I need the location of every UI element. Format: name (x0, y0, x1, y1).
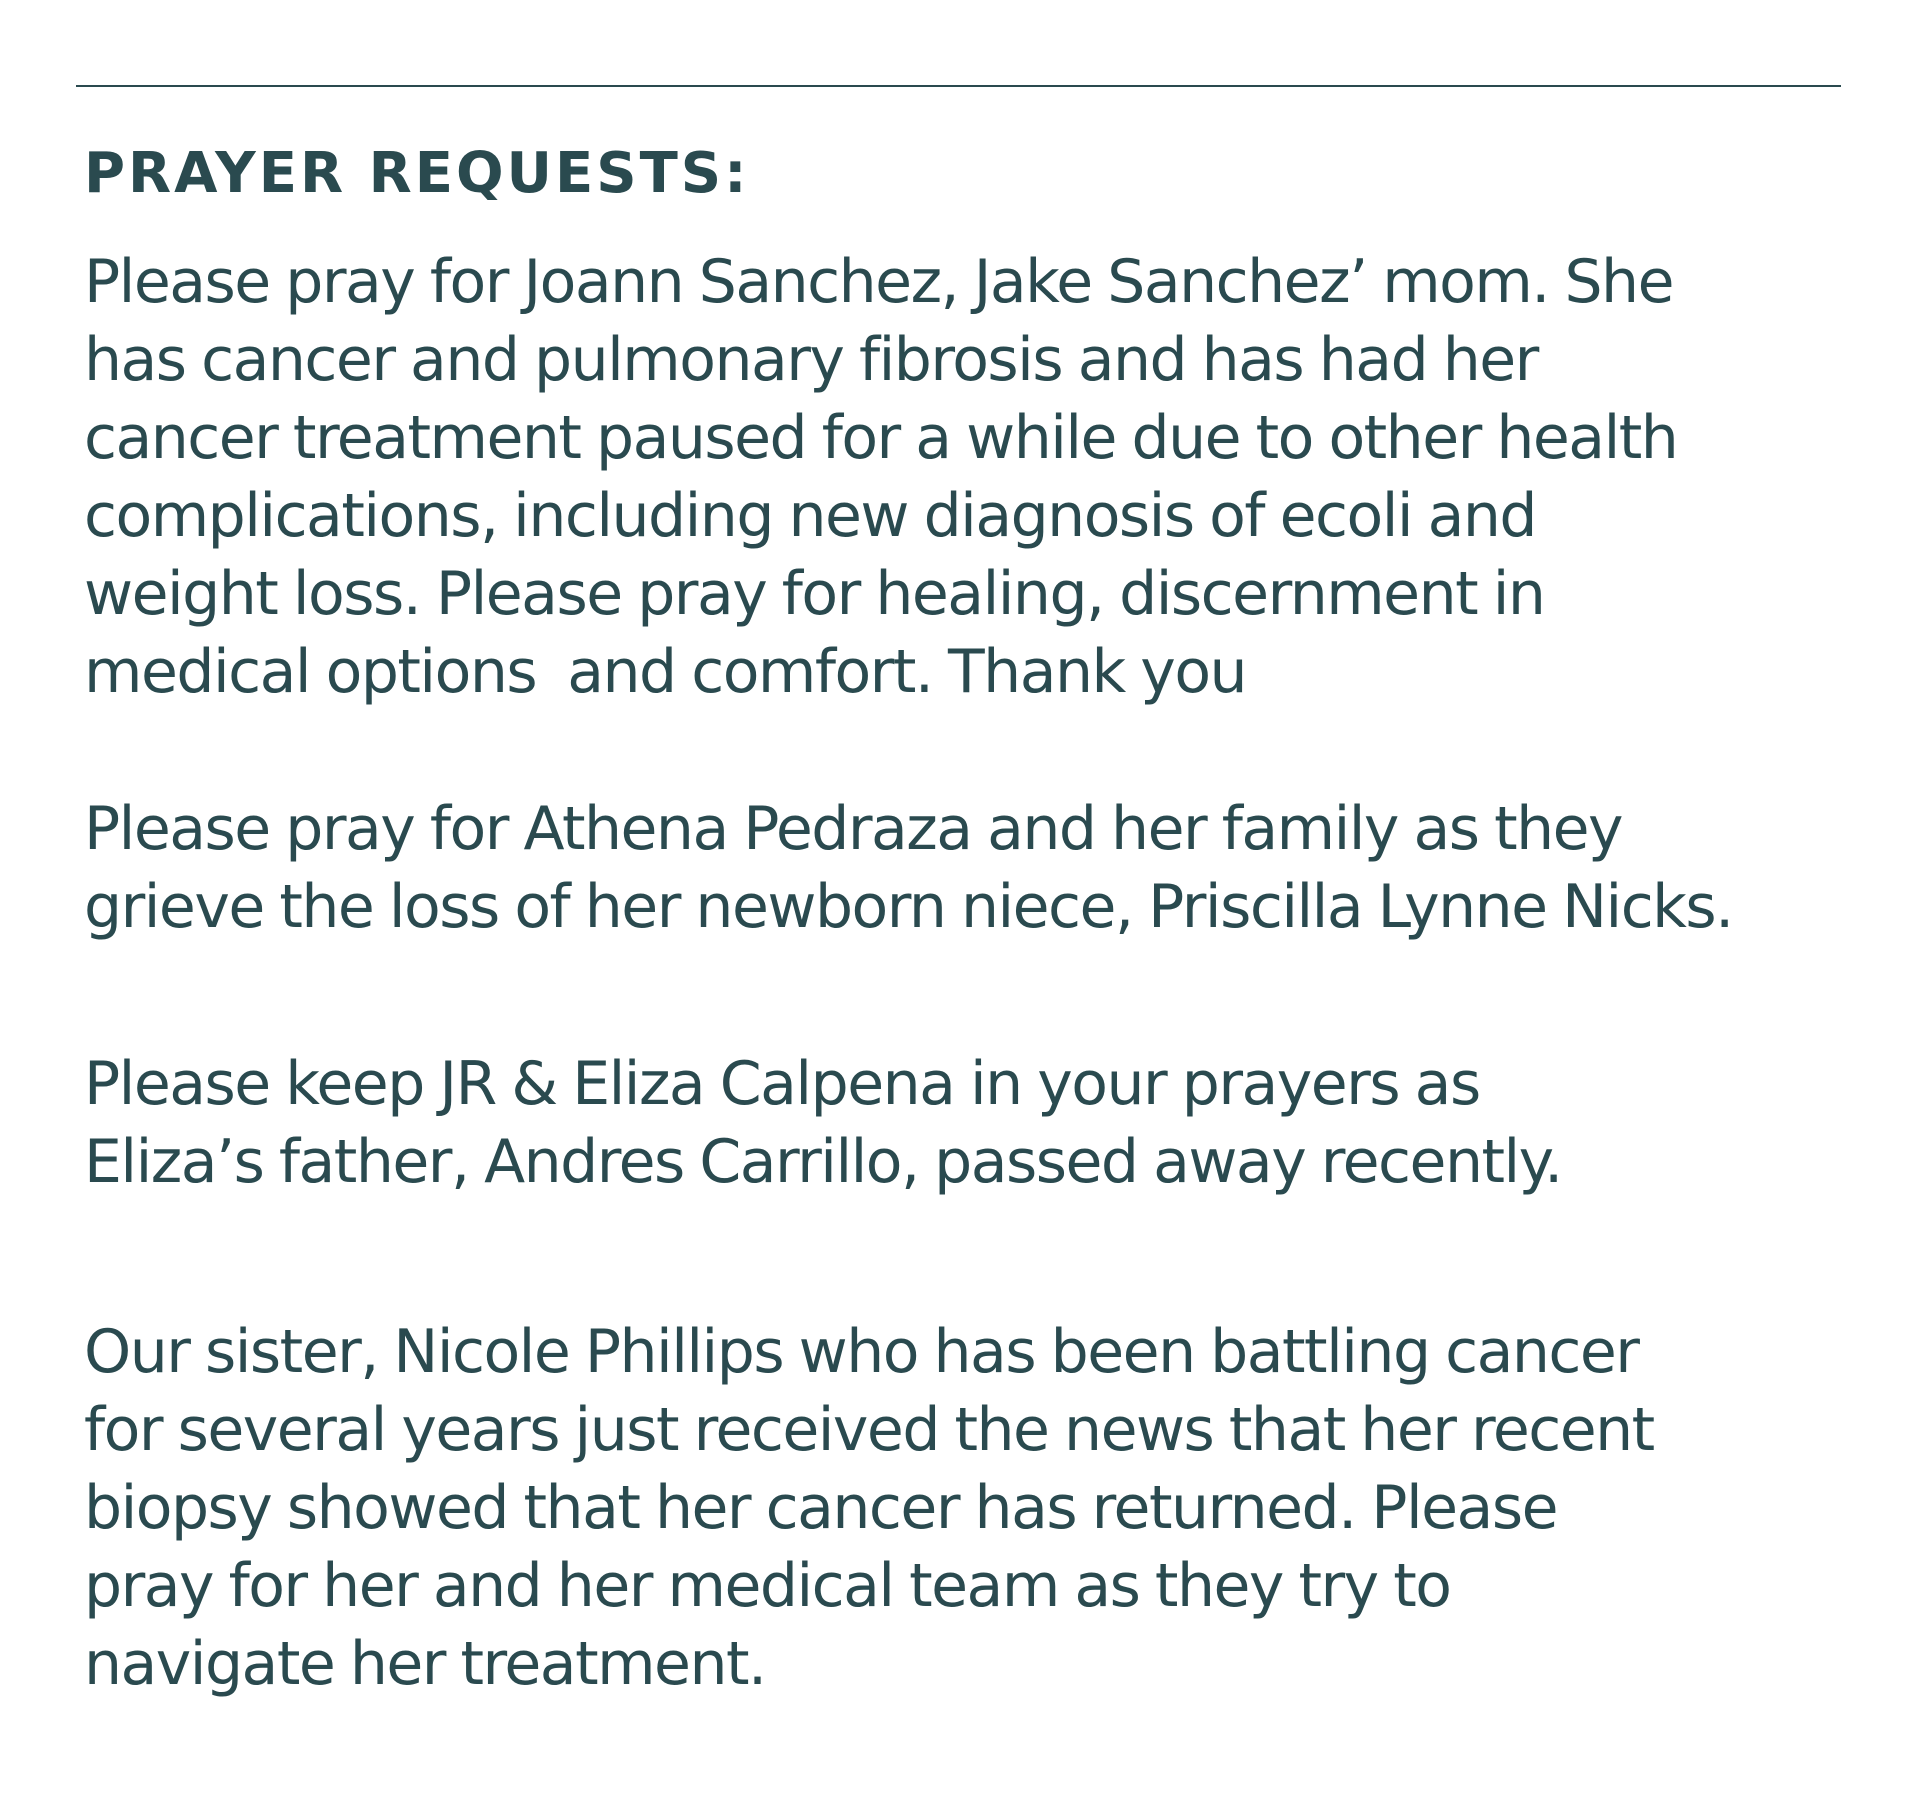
request-line: Please pray for Athena Pedraza and her family as they (84, 794, 1623, 864)
prayer-request-2 (84, 790, 1733, 946)
request-line: Our sister, Nicole Phillips who has been battling cancer (84, 1317, 1639, 1387)
top-divider (76, 85, 1841, 87)
request-line: navigate her treatment. (84, 1629, 766, 1699)
request-line: for several years just received the news that her recent (84, 1395, 1654, 1465)
request-line: cancer treatment paused for a while due to other health (84, 403, 1678, 473)
prayer-request-3 (84, 1045, 1562, 1201)
request-line: complications, including new diagnosis of ecoli and (84, 481, 1536, 551)
request-line: has cancer and pulmonary fibrosis and has had her (84, 325, 1538, 395)
request-line: grieve the loss of her newborn niece, Priscilla Lynne Nicks. (84, 872, 1733, 942)
request-line: biopsy showed that her cancer has returned. Please (84, 1473, 1557, 1543)
request-line: Please pray for Joann Sanchez, Jake Sanchez’ mom. She (84, 247, 1673, 317)
request-line: medical options and comfort. Thank you (84, 637, 1247, 707)
request-line: weight loss. Please pray for healing, discernment in (84, 559, 1545, 629)
prayer-request-4 (84, 1313, 1654, 1703)
request-line: Please keep JR & Eliza Calpena in your prayers as (84, 1049, 1480, 1119)
request-line: Eliza’s father, Andres Carrillo, passed away recently. (84, 1127, 1562, 1197)
request-line: pray for her and her medical team as they try to (84, 1551, 1451, 1621)
prayer-request-1 (84, 243, 1677, 711)
section-heading: PRAYER REQUESTS: (84, 141, 750, 206)
